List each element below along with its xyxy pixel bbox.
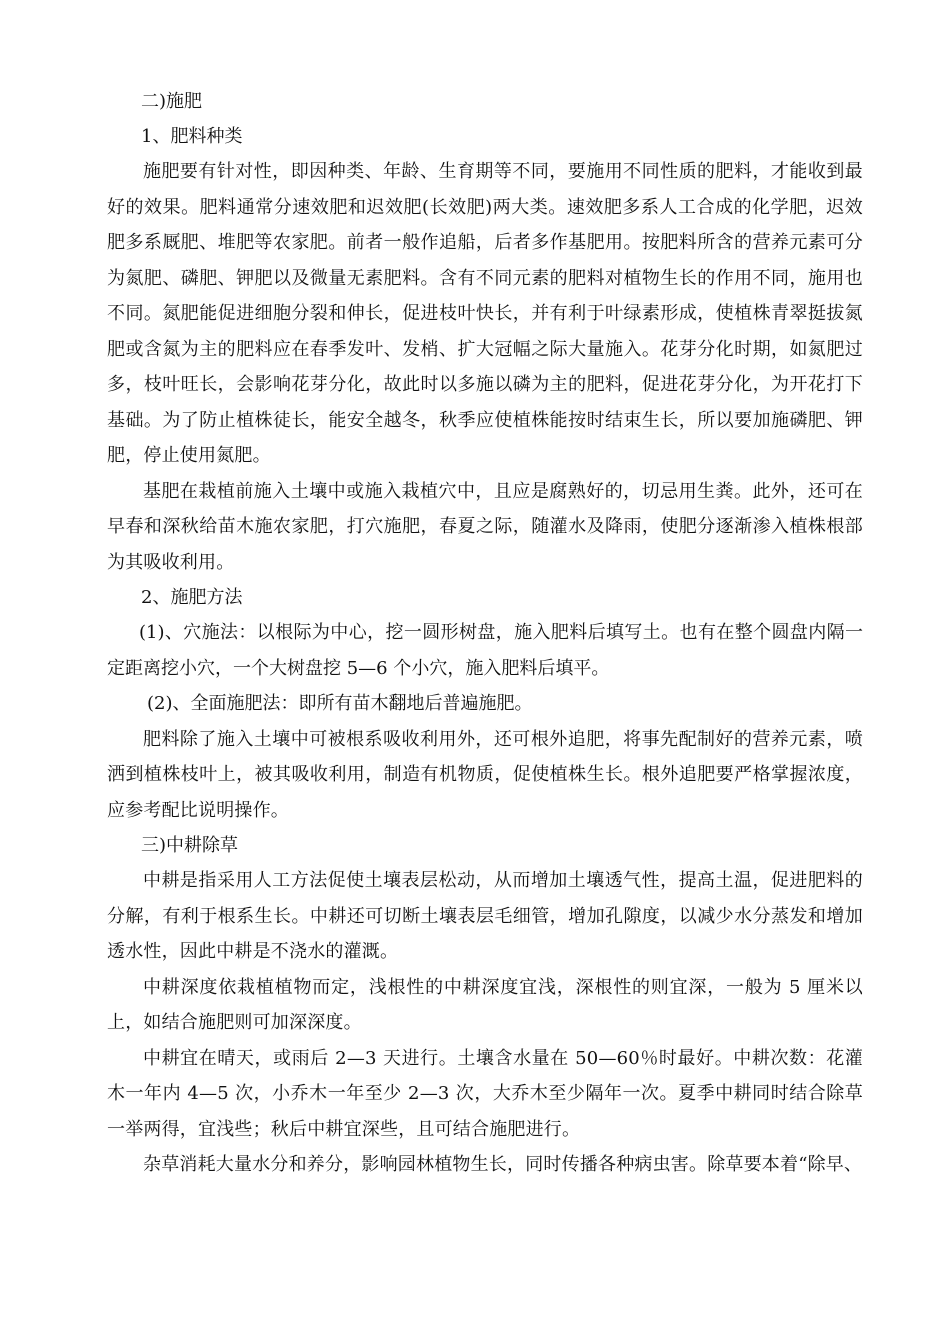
- list-item-hole-application: (1)、穴施法：以根际为中心，挖一圆形树盘，施入肥料后填写土。也有在整个圆盘内隔一定距离挖小穴，一个大树盘挖 5—6 个小穴，施入肥料后填平。: [107, 622, 863, 679]
- paragraph-weeds: 杂草消耗大量水分和养分，影响园林植物生长，同时传播各种病虫害。除草要本着“除早、: [143, 1154, 863, 1175]
- paragraph-cultivation-depth: 中耕深度依栽植植物而定，浅根性的中耕深度宜浅，深根性的则宜深，一般为 5 厘米以上，如结合施肥则可加深深度。: [107, 976, 863, 1033]
- paragraph-foliar-feeding: 肥料除了施入土壤中可被根系吸收利用外，还可根外追肥，将事先配制好的营养元素，喷洒到植株枝叶上，被其吸收利用，制造有机物质，促使植株生长。根外追肥要严格掌握浓度，应参考配比说明操作。: [107, 728, 863, 821]
- subheading-fertilizer-types: 1、肥料种类: [141, 126, 243, 147]
- document-body: [107, 84, 863, 1183]
- section-heading-fertilization: 二)施肥: [141, 91, 203, 112]
- section-heading-cultivation-weeding: 三)中耕除草: [141, 835, 239, 856]
- subheading-fertilization-methods: 2、施肥方法: [141, 587, 243, 608]
- paragraph-base-fertilizer: 基肥在栽植前施入土壤中或施入栽植穴中，且应是腐熟好的，切忌用生粪。此外，还可在早春和深秋给苗木施农家肥，打穴施肥，春夏之际，随灌水及降雨，使肥分逐渐渗入植株根部为其吸收利用。: [107, 480, 863, 573]
- list-item-full-application: (2)、全面施肥法：即所有苗木翻地后普遍施肥。: [147, 693, 533, 714]
- paragraph-cultivation-definition: 中耕是指采用人工方法促使土壤表层松动，从而增加土壤透气性，提高土温，促进肥料的分解，有利于根系生长。中耕还可切断土壤表层毛细管，增加孔隙度，以减少水分蒸发和增加透水性，因此中耕是不浇水的灌溉。: [107, 870, 863, 962]
- paragraph-cultivation-timing: 中耕宜在晴天，或雨后 2—3 天进行。土壤含水量在 50—60％时最好。中耕次数：花灌木一年内 4—5 次，小乔木一年至少 2—3 次，大乔木至少隔年一次。夏季中耕同时结合除草一举两得，宜浅些；秋后中耕宜深些，且可结合施肥进行。: [107, 1047, 863, 1140]
- paragraph-fertilizer-types: 施肥要有针对性，即因种类、年龄、生育期等不同，要施用不同性质的肥料，才能收到最好的效果。肥料通常分速效肥和迟效肥(长效肥)两大类。速效肥多系人工合成的化学肥，迟效肥多系厩肥、堆肥等农家肥。前者一般作追船，后者多作基肥用。按肥料所含的营养元素可分为氮肥、磷肥、钾肥以及微量无素肥料。含有不同元素的肥料对植物生长的作用不同，施用也不同。氮肥能促进细胞分裂和伸长，促进枝叶快长，并有利于叶绿素形成，使植株青翠挺拔氮肥或含氮为主的肥料应在春季发叶、发梢、扩大冠幅之际大量施入。花芽分化时期，如氮肥过多，枝叶旺长，会影响花芽分化，故此时以多施以磷为主的肥料，促进花芽分化，为开花打下基础。为了防止植株徒长，能安全越冬，秋季应使植株能按时结束生长，所以要加施磷肥、钾肥，停止使用氮肥。: [107, 161, 863, 466]
